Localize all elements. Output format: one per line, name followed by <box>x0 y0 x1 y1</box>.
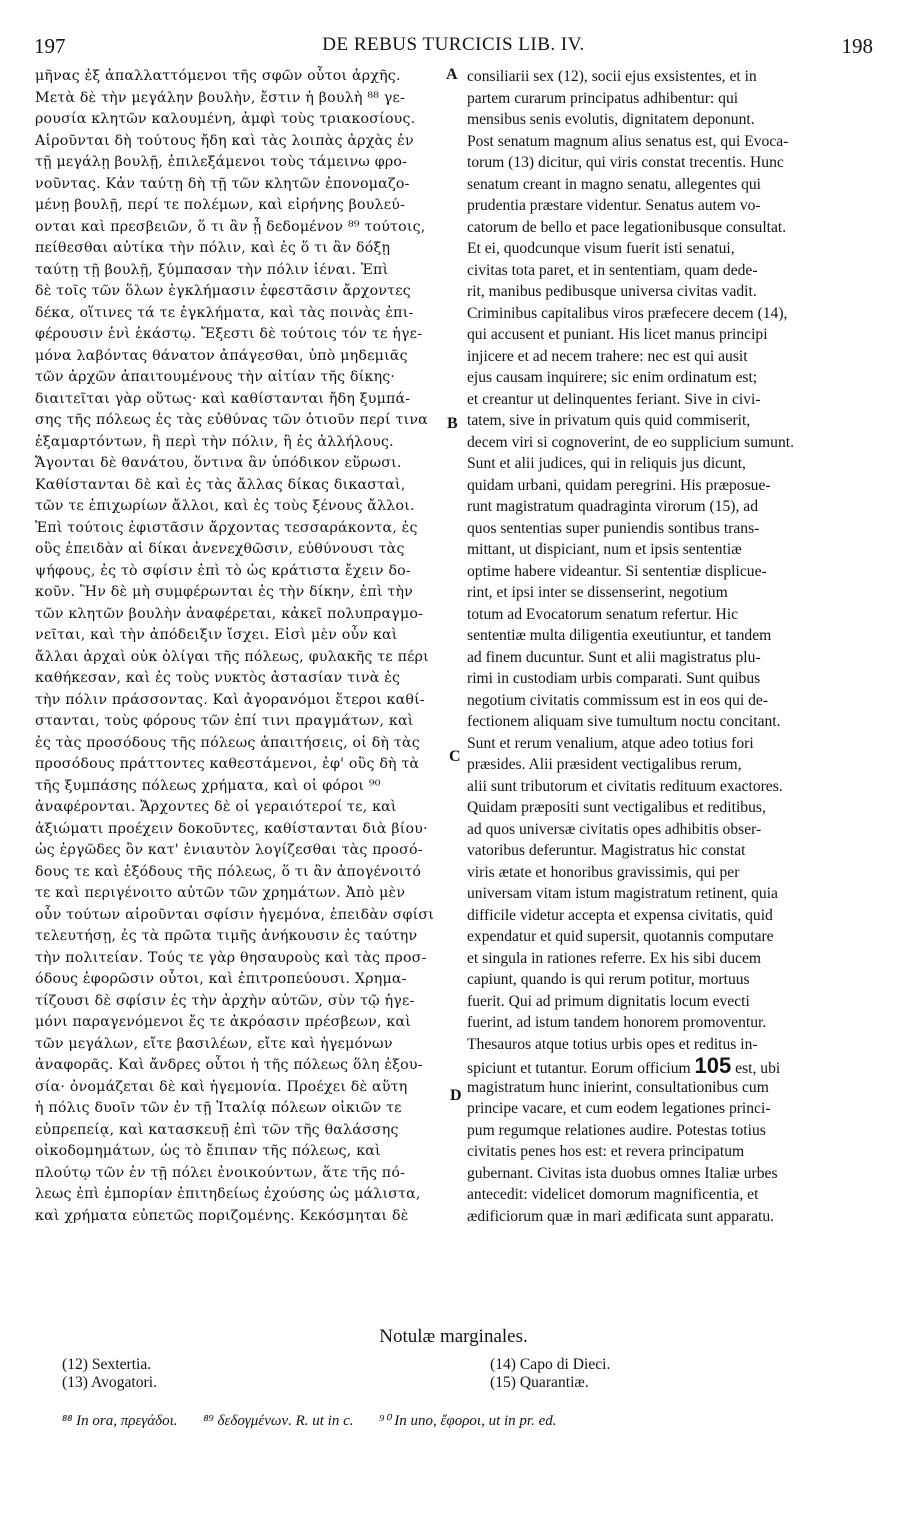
greek-text-line: ταύτῃ τῇ βουλῇ, ξύμπασαν τὴν πόλιν ἰέναι. Ἐπὶ <box>35 261 389 278</box>
section-marker-c: C <box>449 748 461 765</box>
latin-text-line: prudentia præstare videntur. Senatus autem vo- <box>467 197 761 214</box>
latin-text-line: Criminibus capitalibus viros præfecere decem (14), <box>467 304 788 322</box>
greek-text-line: τίζουσι δὲ σφίσιν ἐς τὴν ἀρχὴν αὐτῶν, σὺν τῷ ἡγε- <box>35 992 415 1009</box>
latin-text-line: fuerint, ad istum tandem honorem promoventur. <box>467 1014 767 1031</box>
greek-text-line: Ἄγονται δὲ θανάτου, ὅντινα ἂν ὑπόδικον εὕρωσι. <box>35 455 402 471</box>
latin-text-line: et creantur ut delinquentes feriant. Sive in civi- <box>467 390 761 408</box>
page-number-left: 197 <box>34 34 66 58</box>
latin-text-line: rimi in custodiam urbis comparati. Sunt quibus <box>467 670 761 687</box>
page-stamp: 105 <box>694 1053 732 1078</box>
latin-text-line: rint, et ipsi inter se dissenserint, negotium <box>467 584 728 601</box>
greek-text-line: τῶν μεγάλων, εἴτε βασιλέων, εἴτε καὶ ἡγεμόνων <box>35 1035 393 1052</box>
latin-column <box>467 66 877 1227</box>
latin-text-line: spiciunt et tutantur. Eorum officium 105 est, ubi <box>467 1053 781 1078</box>
latin-text-line: quidam urbani, quidam peregrini. His præposue- <box>467 476 771 494</box>
greek-text-line: μένῃ βουλῇ, περί τε πολέμων, καὶ εἰρήνης βουλεύ- <box>35 197 406 213</box>
greek-text-line: ἀξιώματι προέχειν δοκοῦντες, καθίστανται διὰ βίου· <box>35 820 428 837</box>
variant-item: ⁸⁹ δεδογμένων. R. ut in c. <box>203 1413 354 1429</box>
latin-text-line: decem viri si cognoverint, de eo supplicium sumunt. <box>467 433 794 451</box>
greek-text-line: Μετὰ δὲ τὴν μεγάλην βουλὴν, ἔστιν ἡ βουλὴ ⁸⁸ γε- <box>35 89 406 106</box>
greek-column <box>35 66 445 1227</box>
greek-text-line: Καθίστανται δὲ καὶ ἐς τὰς ἄλλας δίκας δικασταὶ, <box>35 476 406 493</box>
latin-text-line: Post senatum magnum alius senatus est, qui Evoca- <box>467 132 789 150</box>
latin-text-line: principe vacare, et cum eodem legationes princi- <box>467 1100 771 1117</box>
greek-text-line: οὓς ἐπειδὰν αἱ δίκαι ἀνενεχθῶσιν, εὐθύνουσι τὰς <box>35 541 405 557</box>
note-item: (13) Avogatori. <box>62 1374 157 1391</box>
latin-text-line: civitas tota paret, et in sententiam, quam dede- <box>467 261 758 279</box>
greek-text-line: μόνι παραγενόμενοι ἔς τε ἀκρόασιν πρέσβεων, καὶ <box>35 1014 412 1030</box>
greek-text-line: τῆς ξυμπάσης πόλεως χρήματα, καὶ οἱ φόροι ⁹⁰ <box>35 777 381 794</box>
latin-text-line: runt magistratum quadraginta virorum (15), ad <box>467 498 759 515</box>
greek-text-line: τὴν πολιτείαν. Τούς τε γὰρ θησαυροὺς καὶ τὰς προσ- <box>35 949 427 966</box>
notes-right <box>490 1356 610 1392</box>
greek-text-line: τῶν κλητῶν βουλὴν ἀναφέρεται, κἀκεῖ πολυπραγμο- <box>35 605 424 622</box>
greek-text-line: ψήφους, ἐς τὸ σφίσιν ἐπὶ τὸ ὡς κράτιστα ἔχειν δο- <box>35 562 411 579</box>
greek-text-line: Ἐπὶ τούτοις ἐφιστᾶσιν ἄρχοντας τεσσαράκοντα, ἐς <box>35 519 418 536</box>
latin-text-line: ejus causam inquirere; sic enim ordinatum est; <box>467 369 758 386</box>
latin-text-line: antecedit: videlicet domorum magnificentia, et <box>467 1186 759 1203</box>
page-header <box>30 34 877 62</box>
latin-text-line: Thesauros atque totius urbis opes et reditus in- <box>467 1035 758 1053</box>
variant-readings <box>62 1411 882 1430</box>
greek-text-line: ὡς ἐργῶδες ὂν κατ' ἐνιαυτὸν λογίζεσθαι τὰς προσό- <box>35 842 423 858</box>
greek-text-line: ρουσία κλητῶν καλουμένη, ἀμφὶ τοὺς τριακοσίους. <box>35 111 416 127</box>
greek-text-line: μῆνας ἐξ ἀπαλλαττόμενοι τῆς σφῶν οὗτοι ἀρχῆς. <box>35 68 401 84</box>
variant-item: ⁸⁸ In ora, πρεγάδοι. <box>62 1413 178 1429</box>
greek-text-line: κοῦν. Ἢν δὲ μὴ συμφέρωνται ἐς τὴν δίκην, ἐπὶ τὴν <box>35 584 414 600</box>
latin-text-line: civitatis penes hos est: et revera principatum <box>467 1143 745 1160</box>
greek-text-line: οὖν τούτων αἱροῦνται σφίσιν ἡγεμόνα, ἐπειδὰν σφίσι <box>35 906 435 923</box>
greek-text-line: ἄλλαι ἀρχαὶ οὐκ ὀλίγαι τῆς πόλεως, φυλακῆς τε πέρι <box>35 648 429 665</box>
greek-text-line: τὴν πόλιν πράσσοντας. Καὶ ἀγορανόμοι ἕτεροι καθί- <box>35 691 425 708</box>
latin-text-line: tatem, sive in privatum quis quid commiserit, <box>467 412 751 429</box>
latin-text-line: Sunt et rerum venalium, atque adeo totius fori <box>467 734 754 752</box>
greek-text-line: οἰκοδομημάτων, ὡς τὸ ἔπιπαν τῆς πόλεως, καὶ <box>35 1143 381 1159</box>
note-item: (15) Quarantiæ. <box>490 1374 589 1391</box>
greek-text-line: ἡ πόλις δυοῖν τῶν ἐν τῇ Ἰταλίᾳ πόλεων οἰκιῶν τε <box>35 1100 402 1116</box>
running-title: DE REBUS TURCICIS LIB. IV. <box>322 34 585 55</box>
latin-text-line: Sunt et alii judices, qui in reliquis jus dicunt, <box>467 455 746 472</box>
greek-text-line: καθήκεσαν, καὶ ἐς τοὺς νυκτὸς ἀστασίαν τινὰ ἐς <box>35 670 401 686</box>
greek-text-line: Αἱροῦνται δὴ τούτους ἤδη καὶ τὰς λοιπὰς ἀρχὰς ἐν <box>35 132 414 149</box>
latin-text-line: gubernant. Civitas ista duobus omnes Italiæ urbes <box>467 1164 778 1182</box>
greek-text-line: ἐς τὰς προσόδους τῆς πόλεως ἀπαιτήσεις, οἱ δὴ τὰς <box>35 734 420 751</box>
greek-text-line: δὲ τοῖς τῶν ὅλων ἐγκλήμασιν ἐφεστᾶσιν ἄρχοντες <box>35 283 411 299</box>
latin-text-line: partem curarum principatus adhibentur: qui <box>467 89 739 107</box>
latin-text-line: senatum creant in magno senatu, allegentes qui <box>467 175 762 193</box>
greek-text-line: τῇ μεγάλῃ βουλῇ, ἐπιλεξάμενοι τοὺς τάμεινω φρο- <box>35 154 408 170</box>
greek-text-line: πείθεσθαι αὐτίκα τὴν πόλιν, καὶ ἐς ὅ τι ἂν δόξῃ <box>35 240 391 256</box>
latin-text-line: optime habere videantur. Si sententiæ displicue- <box>467 562 767 580</box>
greek-text-line: δέκα, οἵτινες τά τε ἐγκλήματα, καὶ τὰς ποινὰς ἐπι- <box>35 304 414 321</box>
greek-text-line: πλούτῳ τῶν ἐν τῇ πόλει ἐνοικούντων, ἅτε τῆς πό- <box>35 1164 406 1181</box>
latin-text-line: Et ei, quodcunque visum fuerit isti senatui, <box>467 240 735 257</box>
greek-text-line: στανται, τοὺς φόρους τῶν ἐπί τινι πραγμάτων, καὶ <box>35 713 414 729</box>
latin-text-line: consiliarii sex (12), socii ejus exsistentes, et in <box>467 68 757 85</box>
latin-text-line: alii sunt tributorum et civitatis redituum exactores. <box>467 777 783 795</box>
variant-item: ⁹⁰ In uno, ἔφοροι, ut in pr. ed. <box>379 1413 557 1429</box>
latin-text-line: pum regumque relationes audire. Potestas totius <box>467 1121 766 1139</box>
latin-text-line: negotium civitatis commissum est in eos qui de- <box>467 691 769 709</box>
latin-text-line: mittant, ut dispiciant, num et ipsis sententiæ <box>467 541 742 558</box>
greek-text-line: νοῦντας. Κἀν ταύτῃ δὴ τῇ τῶν κλητῶν ἐπονομαζο- <box>35 175 410 192</box>
section-marker-d: D <box>450 1087 462 1104</box>
greek-text-line: σης τῆς πόλεως ἐς τὰς εὐθύνας τῶν ὁτιοῦν περί τινα <box>35 412 428 428</box>
greek-text-line: δους τε καὶ ἐξόδους τῆς πόλεως, ὅ τι ἂν ἀπογένοιτό <box>35 863 422 880</box>
greek-text-line: σία· ὀνομάζεται δὲ καὶ ἡγεμονία. Προέχει δὲ αὕτη <box>35 1078 408 1095</box>
latin-text-line: capiunt, quando is qui rerum potitur, mortuus <box>467 971 750 988</box>
greek-text-line: εὐπρεπείᾳ, καὶ κατασκευῇ ἐπὶ τῶν τῆς θαλάσσης <box>35 1121 399 1138</box>
notes-title: Notulæ marginales. <box>379 1326 528 1347</box>
latin-text-line: quos sententias super puniendis sontibus trans- <box>467 519 760 537</box>
greek-text-line: φέρουσιν ἑνὶ ἑκάστῳ. Ἔξεστι δὲ τούτοις τόν τε ἡγε- <box>35 326 423 342</box>
greek-text-line: καὶ χρήματα εὐπετῶς ποριζομένης. Κεκόσμηται δὲ <box>35 1207 409 1224</box>
notes-left <box>62 1356 157 1392</box>
latin-text-line: catorum de bello et pace legationibusque consultat. <box>467 218 787 236</box>
greek-text-line: ονται καὶ πρεσβειῶν, ὅ τι ἂν ᾖ δεδομένον ⁸⁹ τούτοις, <box>35 218 426 235</box>
page-number-right: 198 <box>841 34 873 58</box>
latin-text-line: injicere et ad necem trahere: nec est qui ausit <box>467 347 748 365</box>
greek-text-line: νεῖται, καὶ τὴν ἀπόδειξιν ἴσχει. Εἰσὶ μὲν οὖν καὶ <box>35 627 398 643</box>
greek-text-line: όδους ἐφορῶσιν οὗτοι, καὶ ἐπιτροπεύουσι. Χρημα- <box>35 971 407 987</box>
greek-text-line: λεως ἐπὶ ἐμπορίαν ἐπιτηδείως ἐχούσης ὡς μάλιστα, <box>35 1186 421 1202</box>
latin-text-line: fuerit. Qui ad primum dignitatis locum evecti <box>467 992 750 1010</box>
greek-text-line: τῶν ἀρχῶν ἀπαιτουμένους τὴν αἰτίαν τῆς δίκης· <box>35 369 396 385</box>
latin-text-line: ad quos universæ civitatis opes adhibitis obser- <box>467 820 762 838</box>
greek-text-line: ἀναφέρονται. Ἄρχοντες δὲ οἱ γεραιότεροί τε, καὶ <box>35 799 397 815</box>
latin-text-line: qui accusent et puniant. His licet manus principi <box>467 326 768 343</box>
latin-text-line: magistratum hunc inierint, consultationibus cum <box>467 1078 769 1096</box>
latin-text-line: torum (13) dicitur, qui viris constat trecentis. Hunc <box>467 154 784 171</box>
greek-text-line: τελευτήσῃ, ἐς τὰ πρῶτα τιμῆς ἀνήκουσιν ἐς ταύτην <box>35 928 418 944</box>
latin-text-line: vatoribus deferuntur. Magistratus hic constat <box>467 842 746 859</box>
greek-text-line: μόνα λαβόντας θάνατον ἀπάγεσθαι, ὑπὸ μηδεμιᾶς <box>35 347 408 364</box>
latin-text-line: viris ætate et honoribus gravissimis, qui per <box>467 863 740 881</box>
note-item: (14) Capo di Dieci. <box>490 1356 611 1373</box>
latin-text-line: expendatur et quid supersit, quotannis computare <box>467 928 774 945</box>
latin-text-line: totum ad Evocatorum senatum refertur. Hic <box>467 605 739 623</box>
latin-text-line: fectionem aliquam sive tumultum noctu concitant. <box>467 713 781 730</box>
greek-text-line: ἐξαμαρτόντων, ἢ περὶ τὴν πόλιν, ἢ ἐς ἀλλήλους. <box>35 433 394 450</box>
latin-text-line: sententiæ multa diligentia exeutiuntur, et tandem <box>467 627 772 644</box>
latin-text-line: universam vitam istum magistratum retinent, quia <box>467 885 778 902</box>
note-item: (12) Sextertia. <box>62 1356 152 1373</box>
latin-text-line: Quidam præpositi sunt vectigalibus et reditibus, <box>467 799 766 816</box>
section-marker-b: B <box>447 415 458 432</box>
latin-text-line: difficile videtur accepta et expensa civitatis, quid <box>467 906 773 924</box>
latin-text-line: præsides. Alii præsident vectigalibus rerum, <box>467 756 742 773</box>
greek-text-line: διαιτεῖται γὰρ οὕτως· καὶ καθίστανται ἤδη ξυμπά- <box>35 390 411 407</box>
greek-text-line: προσόδους πράττοντες καθεστάμενοι, ἐφ' οὓς δὴ τὰ <box>35 756 420 772</box>
latin-text-line: mensibus senis evolutis, dignitatem deponunt. <box>467 111 755 128</box>
latin-text-line: ædificiorum quæ in mari ædificata sunt apparatu. <box>467 1207 775 1225</box>
greek-text-line: ἀναφορᾶς. Καὶ ἄνδρες οὗτοι ἡ τῆς πόλεως ὅλη ἐξου- <box>35 1057 423 1073</box>
latin-text-line: rit, manibus pedibusque universa civitas vadit. <box>467 283 757 300</box>
section-marker-a: A <box>446 66 458 83</box>
greek-text-line: τε καὶ περιγένοιτο αὐτῶν τῶν χρημάτων. Ἀπὸ μὲν <box>35 885 406 901</box>
latin-text-line: et singula in rationes referre. Ex his sibi ducem <box>467 949 762 967</box>
latin-text-line: ad finem ducuntur. Sunt et alii magistratus plu- <box>467 648 761 666</box>
greek-text-line: τῶν τε ἐπιχωρίων ἄλλοι, καὶ ἐς τοὺς ξένους ἄλλοι. <box>35 498 415 514</box>
